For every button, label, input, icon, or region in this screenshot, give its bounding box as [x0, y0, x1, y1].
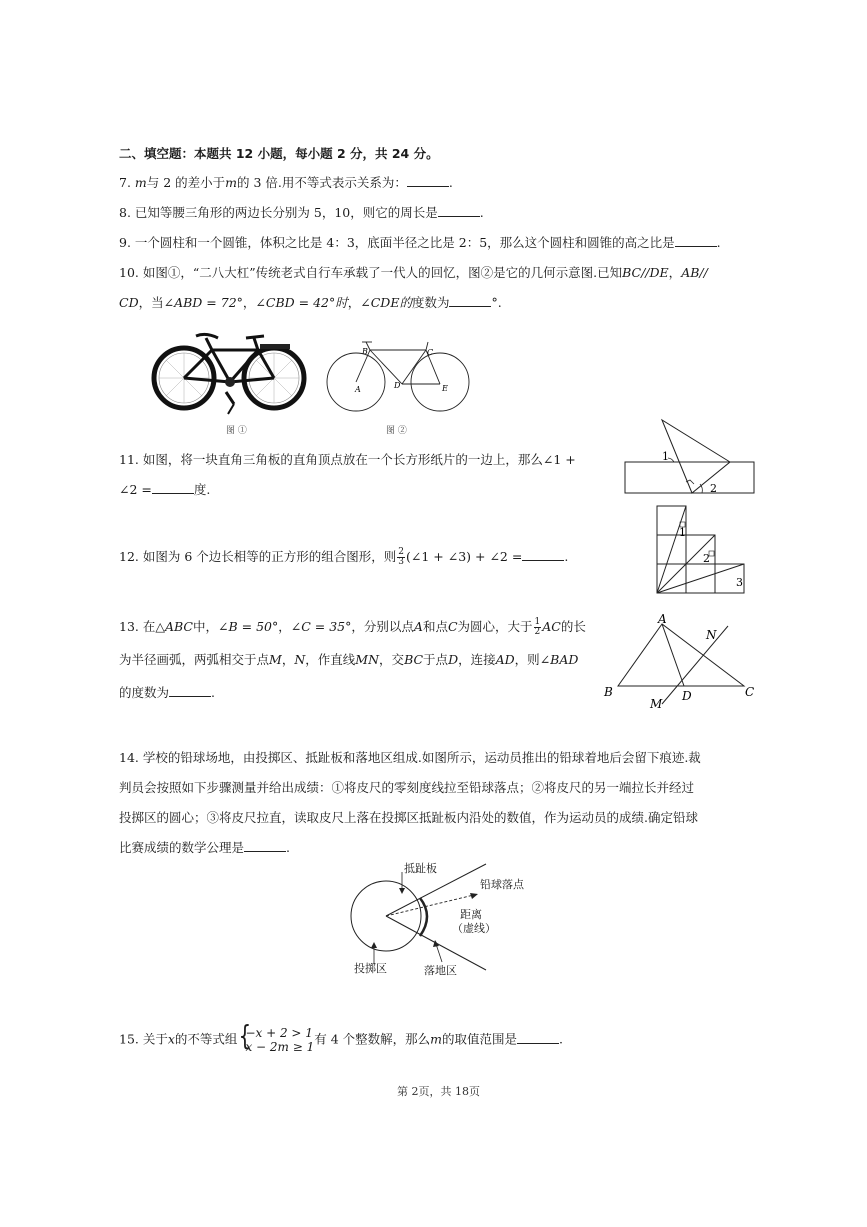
landing-point-label: 铅球落点: [480, 878, 524, 891]
fraction-one-half: $\frac{1}{2}$: [534, 617, 541, 637]
angle-label-1: 1: [679, 526, 686, 539]
throw-area-label: 投掷区: [354, 962, 387, 975]
six-squares-diagram: [655, 504, 755, 596]
toeboard-label: 抵趾板: [404, 862, 437, 875]
answer-blank: [169, 684, 211, 697]
figure-2-caption: 图 ②: [386, 426, 407, 436]
question-11-line-1: 11. 如图，将一块直角三角板的直角顶点放在一个长方形纸片的一边上，那么∠1 +: [119, 452, 576, 467]
figure-1-caption: 图 ①: [226, 426, 247, 436]
question-14-line-3: 投掷区的圆心；③将皮尺拉直，读取皮尺上落在投掷区抵趾板内沿处的数值，作为运动员的成绩.确定铅球: [119, 810, 698, 825]
label-C: C: [745, 685, 755, 699]
label-B: B: [362, 347, 368, 356]
bicycle-photo: [150, 330, 310, 415]
left-brace-icon: {: [239, 1019, 252, 1052]
dashed-line-label: （虚线）: [452, 922, 496, 935]
answer-blank: [438, 204, 480, 217]
label-A: A: [658, 612, 667, 626]
angle-label-2: 2: [710, 482, 717, 495]
label-B: B: [604, 685, 613, 699]
question-13-line-1: 13. 在△ABC中，∠B = 50°，∠C = 35°，分别以点A和点C为圆心，大于 $\frac{1}{2}$ AC的长: [119, 617, 586, 637]
answer-blank: [407, 174, 449, 187]
answer-blank: [449, 294, 491, 307]
label-M: M: [650, 697, 663, 711]
label-C: C: [427, 348, 434, 357]
label-E: E: [442, 384, 448, 393]
answer-blank: [152, 481, 194, 494]
label-N: N: [706, 628, 717, 642]
label-D: D: [394, 381, 401, 390]
question-14-line-2: 判员会按照如下步骤测量并给出成绩：①将皮尺的零刻度线拉至铅球落点；②将皮尺的另一端拉长并经过: [119, 780, 695, 795]
question-15: 15. 关于x的不等式组 { −x + 2 > 1 x − 2m ≥ 1 有 4 个整数解，那么m的取值范围是 .: [119, 1019, 563, 1054]
question-8: 8. 已知等腰三角形的两边长分别为 5，10，则它的周长是 .: [119, 205, 484, 220]
angle-label-3: 3: [736, 576, 743, 589]
question-13-line-3: 的度数为 .: [119, 685, 215, 700]
page-footer: 第 2页，共 18页: [397, 1085, 480, 1098]
answer-blank: [675, 234, 717, 247]
answer-blank: [522, 548, 564, 561]
question-12: 12. 如图为 6 个边长相等的正方形的组合图形，则 $\frac{2}{3}$ (∠1 + ∠3) + ∠2 = .: [119, 547, 569, 567]
bicycle-geometry-diagram: [322, 338, 470, 414]
triangle-abc-diagram: [600, 612, 760, 712]
question-9: 9. 一个圆柱和一个圆锥，体积之比是 4：3，底面半径之比是 2：5，那么这个圆柱和圆锥的高之比是 .: [119, 235, 721, 250]
angle-label-1: 1: [662, 450, 669, 463]
answer-blank: [244, 839, 286, 852]
question-7: 7. m与 2 的差小于m的 3 倍.用不等式表示关系为： .: [119, 175, 453, 190]
fraction-two-thirds: $\frac{2}{3}$: [398, 547, 404, 567]
label-D: D: [682, 689, 692, 703]
triangle-ruler-diagram: [622, 418, 757, 496]
question-14-line-4: 比赛成绩的数学公理是 .: [119, 840, 290, 855]
label-A: A: [355, 385, 361, 394]
question-10-line-1: 10. 如图①，“二八大杠”传统老式自行车承载了一代人的回忆，图②是它的几何示意图.已知BC//DE，AB//: [119, 265, 708, 280]
question-14-line-1: 14. 学校的铅球场地，由投掷区、抵趾板和落地区组成.如图所示，运动员推出的铅球着地后会留下痕迹.裁: [119, 750, 701, 765]
question-11-line-2: ∠2 = 度.: [119, 482, 211, 497]
section-title: 二、填空题：本题共 12 小题，每小题 2 分，共 24 分。: [119, 146, 439, 161]
distance-label: 距离: [460, 908, 482, 921]
angle-label-2: 2: [703, 552, 710, 565]
question-10-line-2: CD，当∠ABD = 72°，∠CBD = 42°时，∠CDE的度数为 °.: [119, 295, 502, 310]
inequality-system: { −x + 2 > 1 x − 2m ≥ 1: [239, 1019, 315, 1054]
answer-blank: [517, 1031, 559, 1044]
landing-area-label: 落地区: [424, 964, 457, 977]
question-13-line-2: 为半径画弧，两弧相交于点M，N，作直线MN，交BC于点D，连接AD，则∠BAD: [119, 652, 579, 667]
